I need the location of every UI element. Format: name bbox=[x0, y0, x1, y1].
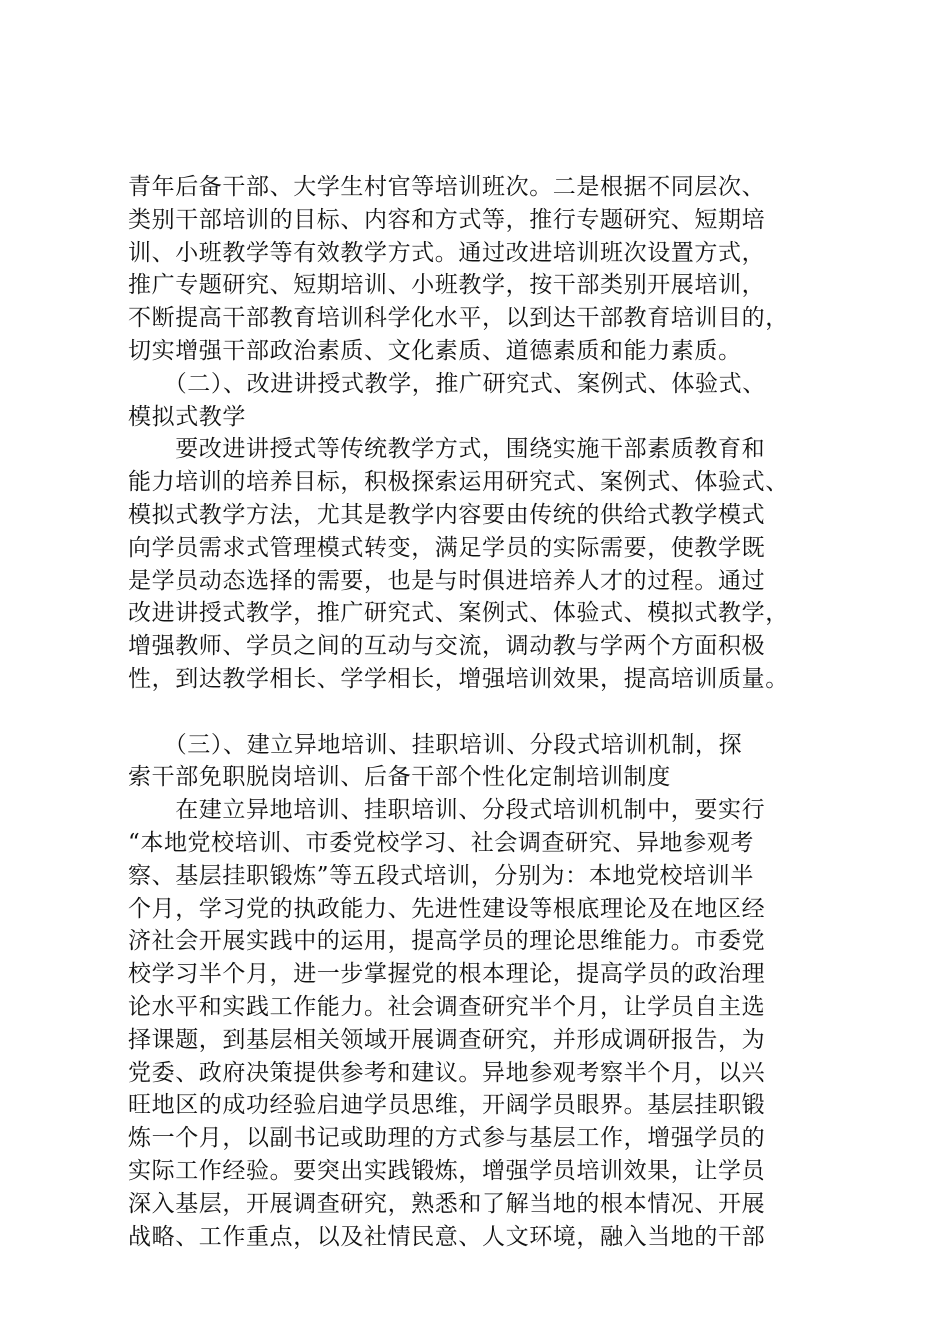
text-line: 改进讲授式教学，推广研究式、案例式、体验式、模拟式教学， bbox=[128, 600, 789, 627]
text-line: 校学习半个月，进一步掌握党的根本理论，提高学员的政治理 bbox=[128, 961, 766, 988]
text-line: 是学员动态选择的需要，也是与时俱进培养人才的过程。通过 bbox=[128, 567, 766, 594]
text-line: （三）、建立异地培训、挂职培训、分段式培训机制，探 bbox=[128, 731, 743, 758]
text-line: “本地党校培训、市委党校学习、社会调查研究、异地参观考 bbox=[128, 829, 754, 856]
text-line: 党委、政府决策提供参考和建议。异地参观考察半个月，以兴 bbox=[128, 1059, 766, 1086]
text-line: 在建立异地培训、挂职培训、分段式培训机制中，要实行 bbox=[128, 797, 766, 824]
text-line: 能力培训的培养目标，积极探索运用研究式、案例式、体验式、 bbox=[128, 469, 789, 496]
text-line: 要改进讲授式等传统教学方式，围绕实施干部素质教育和 bbox=[128, 436, 766, 463]
text-line: 深入基层，开展调查研究，熟悉和了解当地的根本情况、开展 bbox=[128, 1190, 766, 1217]
text-line: 论水平和实践工作能力。社会调查研究半个月，让学员自主选 bbox=[128, 993, 766, 1020]
text-line: 实际工作经验。要突出实践锻炼，增强学员培训效果，让学员 bbox=[128, 1157, 766, 1184]
text-line: 济社会开展实践中的运用，提高学员的理论思维能力。市委党 bbox=[128, 928, 766, 955]
text-line: 个月，学习党的执政能力、先进性建设等根底理论及在地区经 bbox=[128, 895, 766, 922]
text-line: 切实增强干部政治素质、文化素质、道德素质和能力素质。 bbox=[128, 337, 742, 364]
text-line: 择课题，到基层相关领域开展调查研究，并形成调研报告，为 bbox=[128, 1026, 766, 1053]
text-line: 增强教师、学员之间的互动与交流，调动教与学两个方面积极 bbox=[128, 633, 766, 660]
text-line: 察、基层挂职锻炼”等五段式培训，分别为：本地党校培训半 bbox=[128, 862, 754, 889]
text-line: 旺地区的成功经验启迪学员思维，开阔学员眼界。基层挂职锻 bbox=[128, 1092, 766, 1119]
text-line: 战略、工作重点，以及社情民意、人文环境，融入当地的干部 bbox=[128, 1223, 766, 1250]
text-line: 炼一个月，以副书记或助理的方式参与基层工作，增强学员的 bbox=[128, 1125, 766, 1152]
body-text bbox=[128, 171, 828, 1253]
text-line: 模拟式教学 bbox=[128, 403, 246, 430]
text-line: 模拟式教学方法，尤其是教学内容要由传统的供给式教学模式 bbox=[128, 501, 766, 528]
text-line: 性，到达教学相长、学学相长，增强培训效果，提高培训质量。 bbox=[128, 665, 789, 692]
text-line: 训、小班教学等有效教学方式。通过改进培训班次设置方式， bbox=[128, 239, 766, 266]
text-line: 青年后备干部、大学生村官等培训班次。二是根据不同层次、 bbox=[128, 174, 766, 200]
text-line: 推广专题研究、短期培训、小班教学，按干部类别开展培训， bbox=[128, 272, 766, 299]
text-line: 索干部免职脱岗培训、后备干部个性化定制培训制度 bbox=[128, 764, 671, 791]
text-line: 类别干部培训的目标、内容和方式等，推行专题研究、短期培 bbox=[128, 206, 766, 233]
text-line: 不断提高干部教育培训科学化水平，以到达干部教育培训目的， bbox=[128, 305, 789, 332]
blank-line bbox=[128, 696, 828, 729]
text-line: （二）、改进讲授式教学，推广研究式、案例式、体验式、 bbox=[128, 370, 766, 397]
text-line: 向学员需求式管理模式转变，满足学员的实际需要，使教学既 bbox=[128, 534, 766, 561]
